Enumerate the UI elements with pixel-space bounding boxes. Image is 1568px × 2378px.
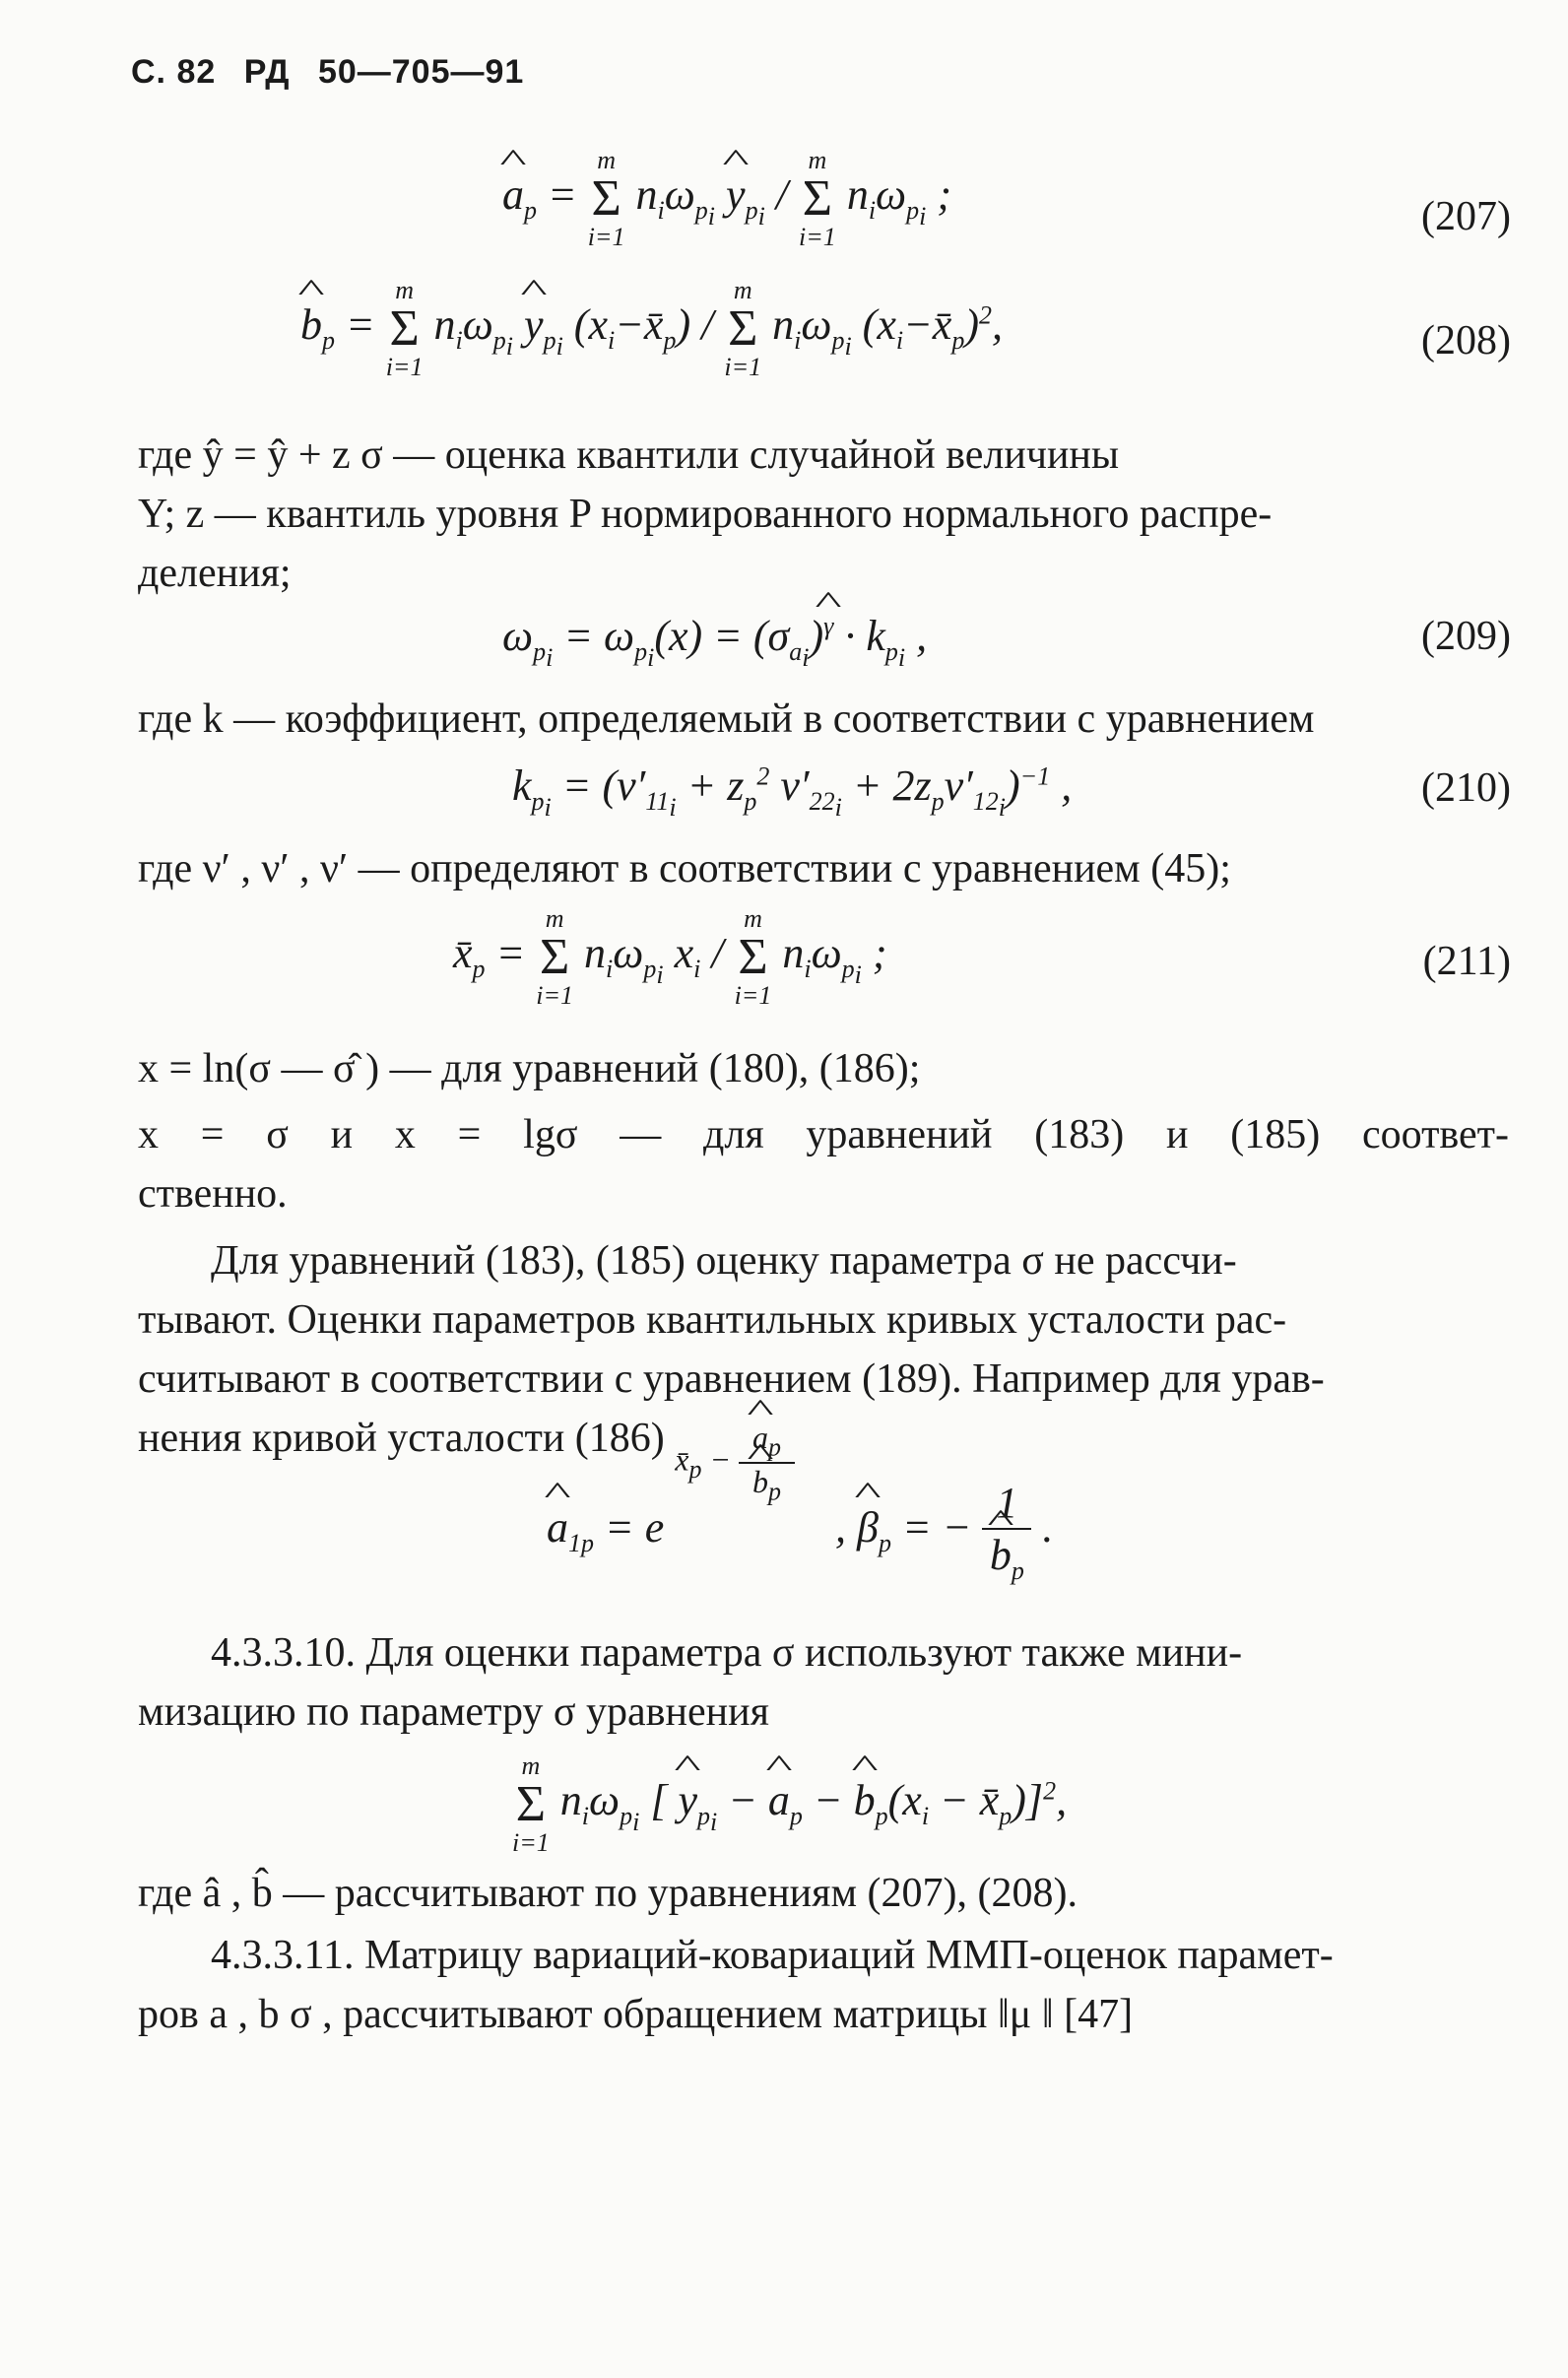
eq-number-208: (208) xyxy=(1421,318,1511,363)
text-line: считывают в соответствии с уравнением (189). Например для урав- xyxy=(138,1356,1325,1402)
text-line: x = σ и x = lgσ — для уравнений (183) и (185) соответ- xyxy=(138,1112,1509,1157)
equation-a1p: ^ $a_{1p} = e$ $x̄_p$ − ^ $a_p$ ^ $b_p$ , ^ $\beta_p$ = − 1 ^ $b_p$ . xyxy=(547,1419,1053,1527)
text-line: где â , b̂ — рассчитывают по уравнениям (207), (208). xyxy=(138,1871,1078,1916)
eq-number-209: (209) xyxy=(1421,614,1511,659)
text-line: x = ln(σ — σ̂ ) — для уравнений (180), (186); xyxy=(138,1046,921,1091)
text-line: Для уравнений (183), (185) оценку параметра σ не рассчи- xyxy=(211,1238,1237,1284)
text-line: 4.3.3.10. Для оценки параметра σ используют также мини- xyxy=(211,1630,1243,1676)
text-line: Y; z — квантиль уровня P нормированного нормального распре- xyxy=(138,492,1273,537)
text-line: мизацию по параметру σ уравнения xyxy=(138,1689,769,1735)
equation-minimization: m Σ i=1 $n_i\omega_{p_i}$ [ ^ $y_{p_i}$ − ^ $a_p$ − ^ $b_p(x_i$ − $x̄_p)]^2$, xyxy=(512,1753,1067,1856)
equation-209: $\omega_{p_i} = \omega_{p_i}(x)$ = $(\sigma_{a_i})\^{}$ $^\gamma \cdot k_{p_i}$ , xyxy=(502,611,927,673)
section-4-3-3-10 xyxy=(138,1623,1509,1742)
text-line: где ν′ , ν′ , ν′ — определяют в соответствии с уравнением (45); xyxy=(138,846,1231,892)
text-line: нения кривой усталости (186) xyxy=(138,1416,665,1461)
equation-211: $x̄_p$ = m Σ i=1 $n_i\omega_{p_i}$ $x_i$ / m Σ i=1 $n_i\omega_{p_i}$ ; xyxy=(453,904,887,1010)
text-line: где ŷ = ŷ + z σ — оценка квантили случайной величины xyxy=(138,432,1120,478)
section-4-3-3-11 xyxy=(138,1926,1509,2044)
eq-number-210: (210) xyxy=(1421,765,1511,811)
text-line: ственно. xyxy=(138,1171,288,1217)
equation-208: ^ $b_p$ = m Σ i=1 $n_i\omega_{p_i}$ ^ $y_{p_i}$ $(x_i-x̄_p)$ / m Σ i=1 $n_i\omega_{p_i}$ $(x_i-x̄_p)^2$, xyxy=(300,278,1003,380)
text-line: где k — коэффициент, определяемый в соответствии с уравнением xyxy=(138,696,1315,742)
text-line: деления; xyxy=(138,551,292,596)
text-line: 4.3.3.11. Матрицу вариаций-ковариаций ММП-оценок парамет- xyxy=(211,1933,1334,1978)
text-line: ров a , b σ , рассчитывают обращением матрицы ‖μ ‖ [47] xyxy=(138,1992,1134,2037)
equation-210: $k_{p_i} = (\nu'_{11_i} + z_p^2$ $\nu'_{22_i} + 2z_p\nu'_{12_i})^{-1}$ , xyxy=(512,761,1073,822)
doc-number: 50—705—91 xyxy=(317,53,525,91)
eq-number-211: (211) xyxy=(1422,939,1511,984)
text-line: тывают. Оценки параметров квантильных кривых усталости рас- xyxy=(138,1297,1287,1343)
doc-series: РД xyxy=(243,53,291,91)
page-number: С. 82 xyxy=(131,53,217,91)
equation-207: ^ $a_p$ = m Σ i=1 $n_i\omega_{p_i}$ ^ $y_{p_i}$ / m Σ i=1 $n_i\omega_{p_i}$ ; xyxy=(502,148,951,250)
page-header xyxy=(131,53,542,92)
eq-number-207: (207) xyxy=(1421,194,1511,239)
